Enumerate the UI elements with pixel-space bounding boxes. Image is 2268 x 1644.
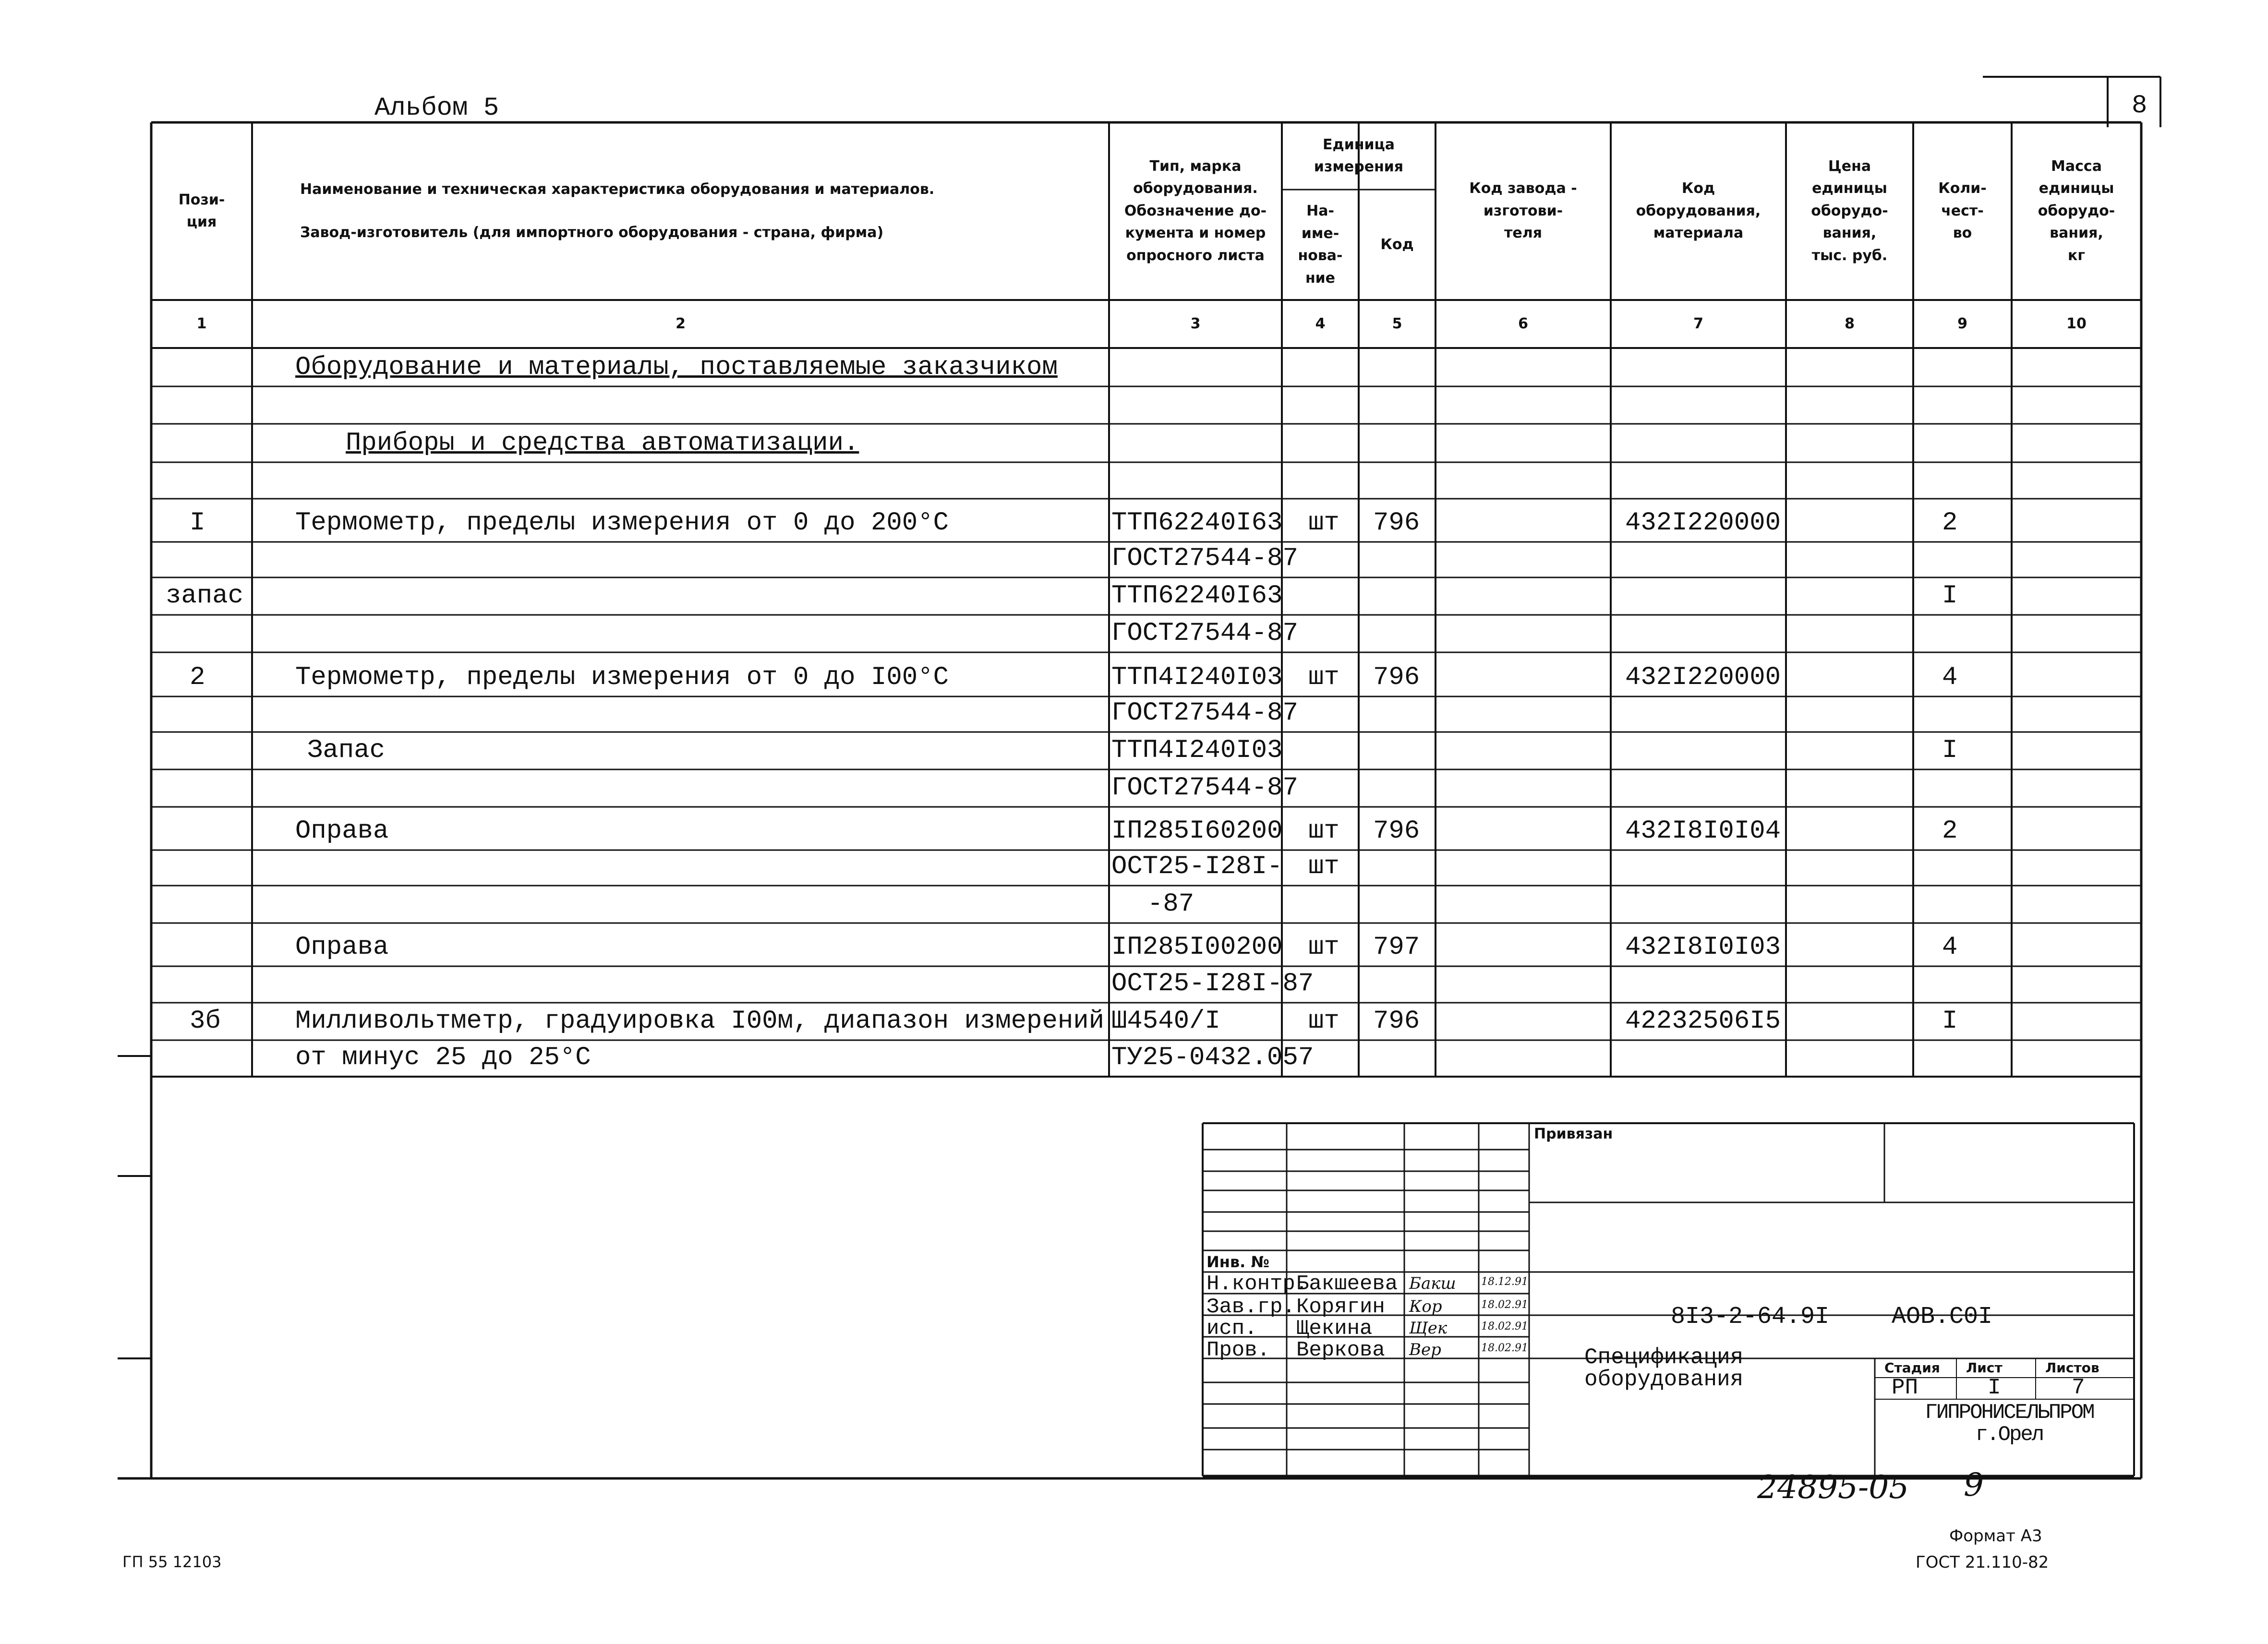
- row-type: ТТП4I240I03: [1111, 663, 1283, 692]
- row-type: Ш4540/I: [1111, 1007, 1220, 1036]
- row-code: 797: [1373, 933, 1420, 962]
- stamp-organization: ГИПРОНИСЕЛЬПРОМ г.Орел: [1925, 1401, 2094, 1447]
- stamp-person-name: Щекина: [1296, 1317, 1373, 1341]
- row-unit: шт: [1308, 508, 1339, 538]
- row-quantity: I: [1942, 736, 1958, 765]
- row-name: Оборудование и материалы, поставляемые заказчиком: [295, 353, 1058, 382]
- row-name: от минус 25 до 25°С: [295, 1043, 591, 1072]
- stamp-document-code: АОВ.С0I: [1892, 1303, 1993, 1331]
- row-equipment-code: 432I220000: [1625, 508, 1781, 538]
- row-code: 796: [1373, 663, 1420, 692]
- row-code: 796: [1373, 816, 1420, 846]
- row-type: ТТП62240I63: [1111, 508, 1283, 538]
- row-type: IП285I60200: [1111, 816, 1283, 846]
- row-unit: шт: [1308, 852, 1339, 881]
- row-quantity: I: [1942, 1007, 1958, 1036]
- row-quantity: 2: [1942, 816, 1958, 846]
- sheet-corner-number: 8: [2132, 91, 2147, 120]
- row-type: ГОСТ27544-87: [1111, 544, 1298, 573]
- column-header-5: Код: [1380, 236, 1414, 253]
- row-type: IП285I00200: [1111, 933, 1283, 962]
- stamp-person-name: Бакшеева: [1296, 1272, 1398, 1296]
- stamp-role: Зав.гр.: [1206, 1295, 1295, 1319]
- row-quantity: 2: [1942, 508, 1958, 538]
- stamp-person-name: Корягин: [1296, 1295, 1385, 1319]
- stamp-signature: Бакш: [1409, 1274, 1456, 1293]
- row-name: Приборы и средства автоматизации.: [346, 429, 859, 458]
- stamp-sheets-label: Листов: [2045, 1360, 2099, 1376]
- row-position: 3б: [190, 1007, 221, 1036]
- row-name: Запас: [307, 736, 386, 765]
- stamp-document-number: 8I3-2-64.9I: [1671, 1303, 1830, 1331]
- column-header-6: Код завода - изготови- теля: [1469, 180, 1577, 242]
- row-type: ОСТ25-I28I-87: [1111, 969, 1314, 998]
- stamp-sheet-value: I: [1988, 1375, 2001, 1400]
- row-type: ОСТ25-I28I-: [1111, 852, 1283, 881]
- bottom-left-code: ГП 55 12103: [122, 1553, 222, 1571]
- column-header-3: Тип, марка оборудования. Обозначение до- кумента и номер опросного листа: [1124, 157, 1267, 264]
- row-name: Термометр, пределы измерения от 0 до 200°С: [295, 508, 949, 538]
- column-header-7: Код оборудования, материала: [1636, 180, 1761, 242]
- column-header-8: Цена единицы оборудо- вания, тыс. руб.: [1811, 157, 1888, 264]
- row-type: ГОСТ27544-87: [1111, 619, 1298, 648]
- stamp-role: Пров.: [1206, 1338, 1270, 1362]
- stamp-stage-value: РП: [1892, 1375, 1918, 1400]
- row-unit: шт: [1308, 816, 1339, 846]
- stamp-stage-label: Стадия: [1884, 1360, 1940, 1376]
- row-type: ТТП62240I63: [1111, 581, 1283, 611]
- column-number-6: 6: [1518, 315, 1528, 332]
- column-number-9: 9: [1957, 315, 1967, 332]
- column-number-2: 2: [676, 315, 686, 332]
- stamp-person-name: Веркова: [1296, 1338, 1385, 1362]
- stamp-role: исп.: [1206, 1317, 1257, 1341]
- row-equipment-code: 432I220000: [1625, 663, 1781, 692]
- row-unit: шт: [1308, 933, 1339, 962]
- archive-number: 24895-05: [1757, 1469, 1909, 1506]
- stamp-signature: Вер: [1409, 1340, 1441, 1359]
- row-type: ГОСТ27544-87: [1111, 698, 1298, 728]
- column-header-1: Пози- ция: [178, 191, 225, 230]
- column-number-1: 1: [196, 315, 207, 332]
- row-equipment-code: 432I8I0I04: [1625, 816, 1781, 846]
- column-number-8: 8: [1845, 315, 1855, 332]
- row-name: Оправа: [295, 816, 389, 846]
- column-number-7: 7: [1693, 315, 1703, 332]
- row-quantity: I: [1942, 581, 1958, 611]
- column-number-4: 4: [1315, 315, 1326, 332]
- stamp-sheet-label: Лист: [1966, 1360, 2003, 1376]
- stamp-document-title: Спецификация оборудования: [1584, 1345, 1744, 1392]
- stamp-role: Н.контр.: [1206, 1272, 1308, 1296]
- archive-sheet: 9: [1964, 1466, 1984, 1503]
- stamp-sheets-value: 7: [2072, 1375, 2085, 1400]
- column-number-3: 3: [1190, 315, 1201, 332]
- stamp-date: 18.12.91: [1481, 1276, 1528, 1288]
- stamp-date: 18.02.91: [1481, 1320, 1528, 1332]
- row-position: 2: [190, 663, 205, 692]
- row-code: 796: [1373, 508, 1420, 538]
- row-type: ТТП4I240I03: [1111, 736, 1283, 765]
- row-equipment-code: 432I8I0I03: [1625, 933, 1781, 962]
- unit-group-header: Единица измерения: [1314, 136, 1404, 175]
- row-unit: шт: [1308, 1007, 1339, 1036]
- row-code: 796: [1373, 1007, 1420, 1036]
- stamp-date: 18.02.91: [1481, 1299, 1528, 1311]
- row-name: Оправа: [295, 933, 389, 962]
- row-unit: шт: [1308, 663, 1339, 692]
- row-type: ГОСТ27544-87: [1111, 773, 1298, 803]
- row-quantity: 4: [1942, 933, 1958, 962]
- row-name: Милливольтметр, градуировка I00м, диапазон измерений: [295, 1007, 1105, 1036]
- stamp-linked-label: Привязан: [1534, 1126, 1613, 1142]
- column-header-4: На- име- нова- ние: [1298, 203, 1343, 287]
- column-number-10: 10: [2066, 315, 2087, 332]
- album-label: Альбом 5: [374, 94, 499, 123]
- row-quantity: 4: [1942, 663, 1958, 692]
- standard-label: ГОСТ 21.110-82: [1916, 1553, 2049, 1572]
- row-position: I: [190, 508, 205, 538]
- row-type: ТУ25-0432.057: [1111, 1043, 1314, 1072]
- row-type: -87: [1147, 889, 1194, 919]
- stamp-signature: Щек: [1409, 1319, 1448, 1338]
- stamp-inventory-label: Инв. №: [1206, 1253, 1269, 1271]
- stamp-date: 18.02.91: [1481, 1342, 1528, 1354]
- stamp-signature: Кор: [1409, 1297, 1442, 1316]
- column-header-2: Наименование и техническая характеристика оборудования и материалов. Завод-изготовитель (для импортного оборудования - страна, фирма): [300, 181, 935, 241]
- row-position: запас: [166, 581, 244, 611]
- format-label: Формат А3: [1949, 1526, 2042, 1546]
- row-equipment-code: 42232506I5: [1625, 1007, 1781, 1036]
- column-number-5: 5: [1392, 315, 1402, 332]
- column-header-10: Масса единицы оборудо- вания, кг: [2038, 157, 2115, 264]
- column-header-9: Коли- чест- во: [1938, 180, 1987, 242]
- row-name: Термометр, пределы измерения от 0 до I00°С: [295, 663, 949, 692]
